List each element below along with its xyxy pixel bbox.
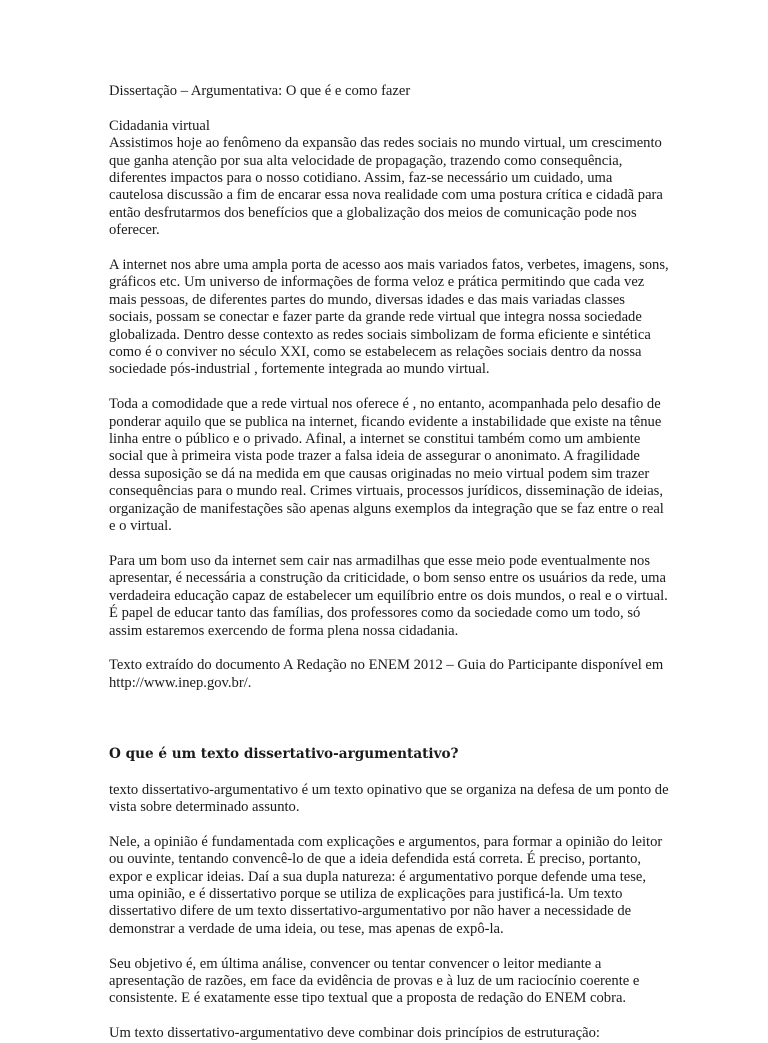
paragraph: A internet nos abre uma ampla porta de acesso aos mais variados fatos, verbetes, imagens, sons, gráficos etc. Um universo de informações de forma veloz e prática permitindo que cada vez mais pessoas, de diferentes partes do mundo, diversas idades e das mais variadas classes sociais, possam se conectar e fazer parte da grande rede virtual que integra nossa sociedade globalizada. Dentro desse contexto as redes sociais simbolizam de forma eficiente e sintética como é o conviver no século XXI, como se estabelecem as relações sociais dentro da nossa sociedade pós-industrial , fortemente integrada ao mundo virtual. — [109, 257, 669, 378]
section-title: Cidadania virtual — [109, 117, 210, 134]
paragraph: Nele, a opinião é fundamentada com explicações e argumentos, para formar a opinião do leitor ou ouvinte, tentando convencê-lo de que a ideia defendida está correta. É preciso, portanto, expor e explicar ideias. Daí a sua dupla natureza: é argumentativo porque defende uma tese, uma opinião, e é dissertativo porque se utiliza de explicações para justificá-la. Um texto dissertativo difere de um texto dissertativo-argumentativo por não haver a necessidade de demonstrar a verdade de uma ideia, ou tese, mas apenas de expô-la. — [109, 833, 663, 937]
source-note: Texto extraído do documento A Redação no ENEM 2012 – Guia do Participante disponível em — [109, 657, 664, 674]
source-url: http://www.inep.gov.br/. — [109, 674, 252, 691]
paragraph: texto dissertativo-argumentativo é um texto opinativo que se organiza na defesa de um ponto de vista sobre determinado assunto. — [109, 781, 669, 815]
paragraph: Um texto dissertativo-argumentativo deve combinar dois princípios de estruturação: — [109, 1025, 600, 1042]
paragraph: Toda a comodidade que a rede virtual nos oferece é , no entanto, acompanhada pelo desafio de ponderar aquilo que se publica na internet, ficando evidente a instabilidade que existe na tênue linha entre o público e o privado. Afinal, a internet se constitui também como um ambiente social que à primeira vista pode trazer a falsa ideia de assegurar o anonimato. A fragilidade dessa suposição se dá na medida em que causas originadas no meio virtual podem sim trazer consequências para o mundo real. Crimes virtuais, processos jurídicos, disseminação de ideias, organização de manifestações são apenas alguns exemplos da integração que se faz entre o real e o virtual. — [109, 396, 664, 535]
paragraph: Seu objetivo é, em última análise, convencer ou tentar convencer o leitor mediante a apresentação de razões, em face da evidência de provas e à luz de um raciocínio coerente e consistente. E é exatamente esse tipo textual que a proposta de redação do ENEM cobra. — [109, 955, 640, 1007]
document-body — [109, 83, 669, 1043]
paragraph: Assistimos hoje ao fenômeno da expansão das redes sociais no mundo virtual, um crescimento que ganha atenção por sua alta velocidade de propagação, trazendo como consequência, diferentes impactos para o nosso cotidiano. Assim, faz-se necessário um cuidado, uma cautelosa discussão a fim de encarar essa nova realidade com uma postura crítica e cidadã para então desfrutarmos dos benefícios que a globalização dos meios de comunicação pode nos oferecer. — [109, 135, 663, 239]
paragraph: Para um bom uso da internet sem cair nas armadilhas que esse meio pode eventualmente nos apresentar, é necessária a construção da criticidade, o bom senso entre os usuários da rede, uma verdadeira educação capaz de estabelecer um equilíbrio entre os dois mundos, o real e o virtual. É papel de educar tanto das famílias, dos professores como da sociedade como um todo, só assim estaremos exercendo de forma plena nossa cidadania. — [109, 552, 668, 639]
section-heading: O que é um texto dissertativo-argumentativo? — [109, 746, 459, 763]
document-title: Dissertação – Argumentativa: O que é e como fazer — [109, 83, 411, 99]
